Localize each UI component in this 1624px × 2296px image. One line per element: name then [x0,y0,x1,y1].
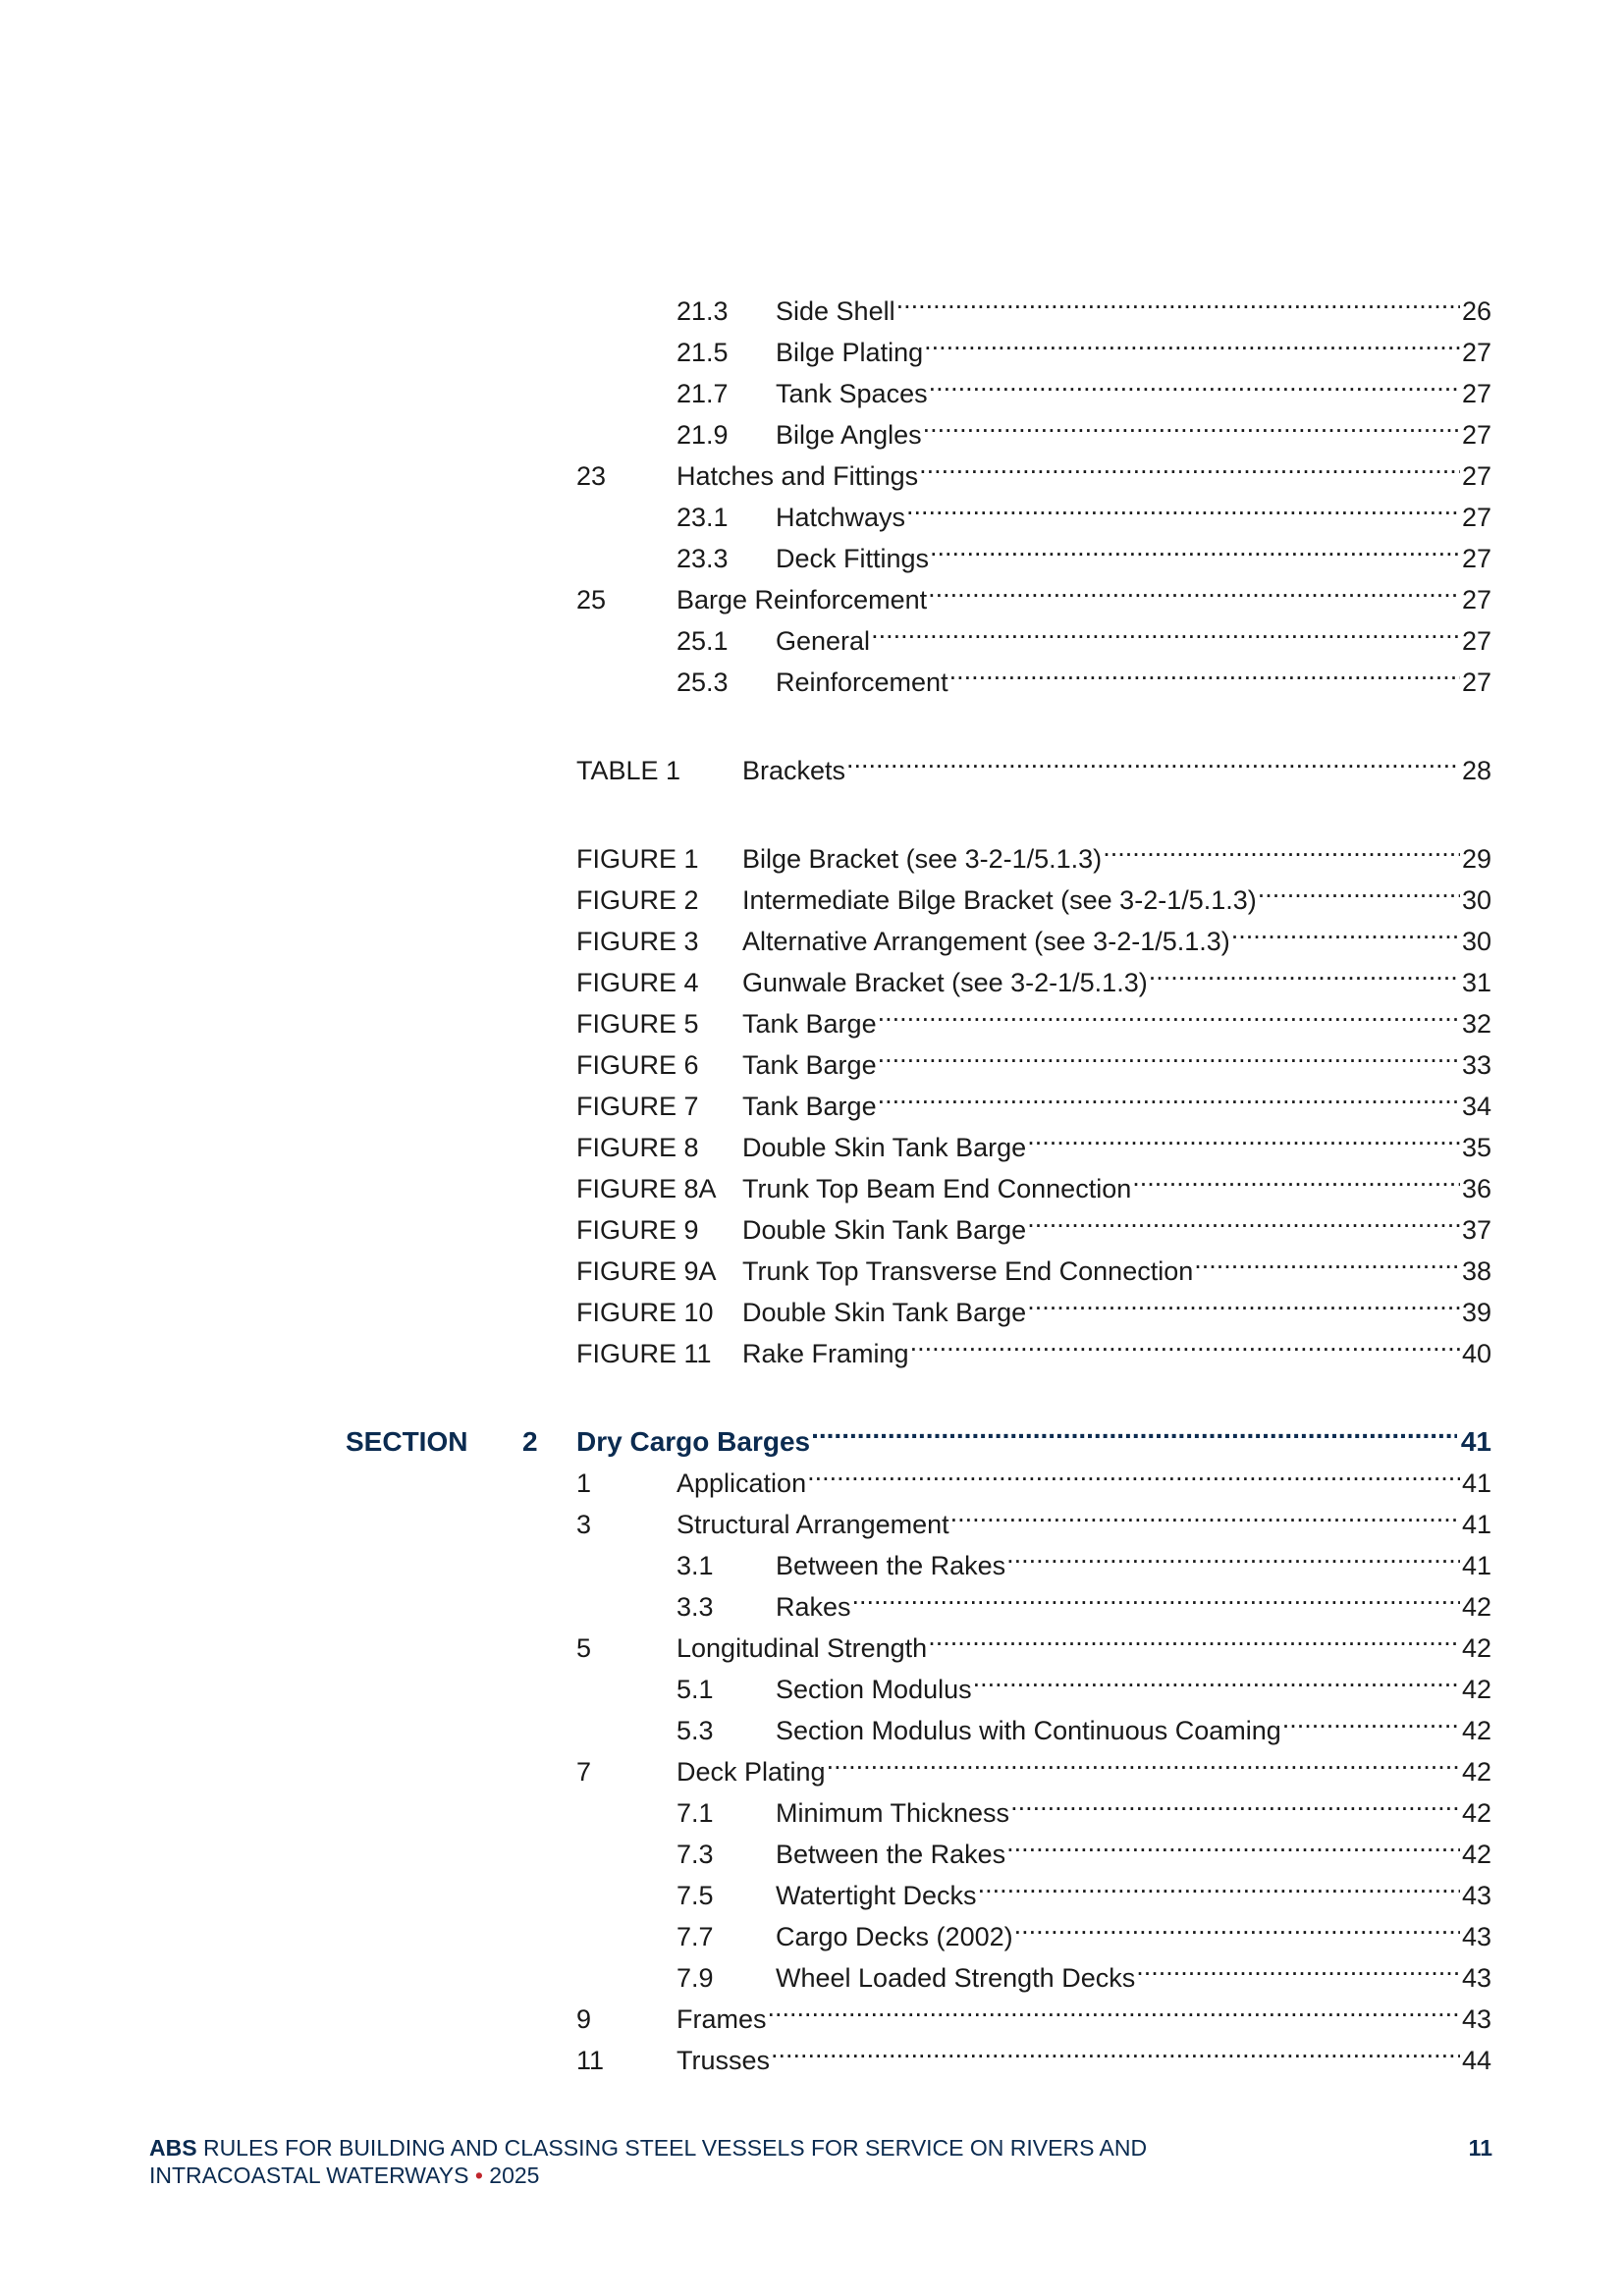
entry-number: 21.3 [677,296,729,326]
dot-leader [1006,1533,1460,1575]
entry-number: 21.5 [677,338,729,367]
entry-number: 7.9 [677,1963,714,1993]
entry-number: FIGURE 11 [576,1339,712,1368]
entry-title: Trusses [677,2046,771,2075]
dot-leader [1136,1946,1460,1987]
toc-entry[interactable] [677,1904,1491,1951]
entry-number: FIGURE 2 [576,885,699,915]
entry-title: Rake Framing [742,1339,909,1368]
entry-number: 7.3 [677,1840,714,1869]
toc-entry[interactable] [576,1451,1491,1498]
dot-leader [1027,1198,1460,1239]
entry-page: 26 [1461,296,1491,326]
dot-leader [878,991,1460,1033]
toc-entry[interactable] [677,1822,1491,1869]
entry-page: 41 [1461,1551,1491,1580]
entry-number: TABLE 1 [576,756,681,785]
dot-leader [1282,1698,1460,1739]
entry-page: 42 [1461,1675,1491,1704]
dot-leader [928,567,1460,609]
toc-entry[interactable] [677,402,1491,450]
entry-page: 42 [1461,1757,1491,1787]
entry-number: 21.9 [677,420,729,450]
section-title: Dry Cargo Barges [576,1426,811,1457]
dot-leader [978,1863,1460,1904]
footer-title: RULES FOR BUILDING AND CLASSING STEEL VESSELS FOR SERVICE ON RIVERS AND [202,2135,1148,2161]
toc-figure-entry[interactable] [576,1074,1491,1121]
dot-leader [930,526,1460,567]
entry-number: 3.3 [677,1592,714,1622]
entry-title: Tank Barge [742,1050,877,1080]
entry-title: Double Skin Tank Barge [742,1215,1027,1245]
entry-title: Hatchways [776,503,906,532]
entry-number: 25.3 [677,667,729,697]
dot-leader [871,609,1460,650]
toc-figure-entry[interactable] [576,868,1491,915]
entry-number: 23.3 [677,544,729,573]
entry-page: 42 [1461,1592,1491,1622]
toc-entry[interactable] [677,609,1491,656]
dot-leader [919,444,1460,485]
toc-entry[interactable] [677,1575,1491,1622]
dot-leader [906,485,1460,526]
entry-number: FIGURE 8A [576,1174,717,1203]
dot-leader [1231,909,1460,950]
entry-title: General [776,626,871,656]
toc-figure-entry[interactable] [576,1239,1491,1286]
entry-number: 9 [576,2004,592,2034]
entry-number: 7 [576,1757,592,1787]
entry-page: 27 [1461,544,1491,573]
footer-year: 2025 [489,2163,540,2188]
toc-figure-entry[interactable] [576,909,1491,956]
toc-figure-entry[interactable] [576,1321,1491,1368]
toc-entry[interactable] [576,1739,1491,1787]
toc-table-entry[interactable] [576,738,1491,785]
entry-page: 40 [1461,1339,1491,1368]
entry-page: 43 [1461,1922,1491,1951]
entry-title: Rakes [776,1592,851,1622]
entry-number: 1 [576,1468,592,1498]
entry-number: 5.1 [677,1675,714,1704]
toc-entry[interactable] [576,567,1491,614]
toc-entry[interactable] [677,1657,1491,1704]
entry-page: 43 [1461,2004,1491,2034]
toc-entry[interactable] [677,1533,1491,1580]
entry-title: Tank Barge [742,1009,877,1039]
dot-leader [923,402,1460,444]
toc-figure-entry[interactable] [576,1033,1491,1080]
dot-leader [973,1657,1460,1698]
toc-figure-entry[interactable] [576,1280,1491,1327]
dot-leader [950,1492,1460,1533]
entry-title: Gunwale Bracket (see 3-2-1/5.1.3) [742,968,1148,997]
entry-title: Wheel Loaded Strength Decks [776,1963,1136,1993]
dot-leader [910,1321,1460,1362]
entry-number: FIGURE 6 [576,1050,699,1080]
entry-page: 27 [1461,461,1491,491]
entry-number: 23.1 [677,503,729,532]
entry-number: 25 [576,585,607,614]
toc-figure-entry[interactable] [576,1198,1491,1245]
toc-entry[interactable] [677,526,1491,573]
footer-brand: ABS [149,2135,197,2161]
entry-title: Cargo Decks (2002) [776,1922,1013,1951]
toc-figure-entry[interactable] [576,1156,1491,1203]
entry-page: 27 [1461,626,1491,656]
entry-number: FIGURE 9A [576,1256,717,1286]
toc-entry[interactable] [677,279,1491,326]
entry-number: 7.1 [677,1798,714,1828]
entry-title: Structural Arrangement [677,1510,949,1539]
entry-title: Double Skin Tank Barge [742,1133,1027,1162]
entry-page: 42 [1461,1633,1491,1663]
entry-page: 27 [1461,420,1491,450]
entry-number: FIGURE 1 [576,844,699,874]
dot-leader [846,738,1460,779]
entry-page: 29 [1461,844,1491,874]
entry-number: FIGURE 5 [576,1009,699,1039]
entry-title: Bilge Plating [776,338,924,367]
toc-entry[interactable] [677,650,1491,697]
section-number: 2 [522,1426,538,1457]
dot-leader [827,1739,1460,1781]
dot-leader [771,2028,1460,2069]
dot-leader [1027,1280,1460,1321]
entry-number: 25.1 [677,626,729,656]
entry-number: 3 [576,1510,592,1539]
entry-title: Side Shell [776,296,895,326]
dot-leader [949,650,1460,691]
section-label: SECTION [346,1426,468,1457]
entry-title: Watertight Decks [776,1881,977,1910]
footer-title-cont: INTRACOASTAL WATERWAYS [149,2163,469,2188]
entry-page: 41 [1461,1510,1491,1539]
entry-title: Double Skin Tank Barge [742,1298,1027,1327]
entry-page: 30 [1461,927,1491,956]
dot-leader [811,1408,1457,1451]
dot-leader [1132,1156,1460,1198]
entry-page: 44 [1461,2046,1491,2075]
dot-leader [924,320,1460,361]
page-number: 11 [1468,2135,1492,2161]
entry-page: 27 [1461,667,1491,697]
section-page: 41 [1460,1426,1491,1457]
entry-page: 42 [1461,1840,1491,1869]
entry-page: 39 [1461,1298,1491,1327]
toc-entry[interactable] [576,444,1491,491]
entry-page: 38 [1461,1256,1491,1286]
entry-title: Deck Plating [677,1757,826,1787]
entry-title: Bilge Angles [776,420,922,450]
dot-leader [1258,868,1460,909]
entry-page: 36 [1461,1174,1491,1203]
dot-leader [807,1451,1460,1492]
dot-leader [1010,1781,1460,1822]
footer-line-2 [149,2162,1492,2189]
entry-title: Intermediate Bilge Bracket (see 3-2-1/5.1.3) [742,885,1257,915]
entry-page: 33 [1461,1050,1491,1080]
entry-number: FIGURE 3 [576,927,699,956]
entry-title: Reinforcement [776,667,948,697]
dot-leader [896,279,1460,320]
entry-page: 42 [1461,1716,1491,1745]
toc-section-heading[interactable] [346,1408,1491,1457]
entry-page: 32 [1461,1009,1491,1039]
entry-title: Longitudinal Strength [677,1633,928,1663]
dot-leader [878,1074,1460,1115]
entry-page: 43 [1461,1963,1491,1993]
dot-leader [1006,1822,1460,1863]
dot-leader [929,361,1460,402]
dot-leader [1194,1239,1460,1280]
toc-figure-entry[interactable] [576,1115,1491,1162]
dot-leader [1014,1904,1460,1946]
toc-entry[interactable] [677,1698,1491,1745]
entry-page: 43 [1461,1881,1491,1910]
entry-number: 5.3 [677,1716,714,1745]
dot-leader [1103,827,1460,868]
entry-title: Trunk Top Beam End Connection [742,1174,1132,1203]
entry-page: 37 [1461,1215,1491,1245]
entry-page: 27 [1461,338,1491,367]
toc-entry[interactable] [576,1616,1491,1663]
dot-leader [928,1616,1460,1657]
entry-title: Section Modulus [776,1675,972,1704]
entry-number: 5 [576,1633,592,1663]
toc-figure-entry[interactable] [576,991,1491,1039]
entry-title: Tank Spaces [776,379,928,408]
toc-entry[interactable] [576,1987,1491,2034]
dot-leader [1027,1115,1460,1156]
page-footer [149,2134,1492,2189]
entry-number: 7.5 [677,1881,714,1910]
entry-title: Application [677,1468,807,1498]
entry-number: FIGURE 4 [576,968,699,997]
toc-entry[interactable] [576,1492,1491,1539]
entry-page: 30 [1461,885,1491,915]
entry-title: Deck Fittings [776,544,930,573]
entry-number: 21.7 [677,379,729,408]
toc-figure-entry[interactable] [576,827,1491,874]
toc-entry[interactable] [677,320,1491,367]
entry-page: 28 [1461,756,1491,785]
entry-page: 35 [1461,1133,1491,1162]
entry-title: Bilge Bracket (see 3-2-1/5.1.3) [742,844,1103,874]
toc-entry[interactable] [677,485,1491,532]
dot-leader [852,1575,1460,1616]
entry-page: 27 [1461,503,1491,532]
entry-title: Between the Rakes [776,1840,1006,1869]
entry-page: 42 [1461,1798,1491,1828]
entry-number: 3.1 [677,1551,714,1580]
entry-title: Section Modulus with Continuous Coaming [776,1716,1281,1745]
entry-number: 23 [576,461,607,491]
toc-entry[interactable] [677,1863,1491,1910]
dot-leader [768,1987,1460,2028]
entry-title: Brackets [742,756,846,785]
entry-page: 27 [1461,379,1491,408]
entry-number: 11 [576,2046,605,2075]
entry-title: Minimum Thickness [776,1798,1010,1828]
toc-figure-entry[interactable] [576,950,1491,997]
footer-line-1 [149,2134,1492,2162]
entry-title: Alternative Arrangement (see 3-2-1/5.1.3) [742,927,1230,956]
dot-leader [1149,950,1460,991]
entry-page: 27 [1461,585,1491,614]
entry-page: 31 [1461,968,1491,997]
entry-title: Frames [677,2004,767,2034]
entry-title: Tank Barge [742,1092,877,1121]
toc-entry[interactable] [576,2028,1491,2075]
toc-entry[interactable] [677,1781,1491,1828]
entry-number: FIGURE 7 [576,1092,699,1121]
entry-number: FIGURE 10 [576,1298,714,1327]
entry-page: 41 [1461,1468,1491,1498]
entry-number: 7.7 [677,1922,714,1951]
entry-title: Barge Reinforcement [677,585,928,614]
entry-number: FIGURE 8 [576,1133,699,1162]
entry-title: Hatches and Fittings [677,461,919,491]
entry-title: Trunk Top Transverse End Connection [742,1256,1194,1286]
entry-number: FIGURE 9 [576,1215,699,1245]
dot-leader [878,1033,1460,1074]
toc-entry[interactable] [677,361,1491,408]
footer-bullet: • [474,2163,483,2188]
entry-page: 34 [1461,1092,1491,1121]
toc-entry[interactable] [677,1946,1491,1993]
entry-title: Between the Rakes [776,1551,1006,1580]
